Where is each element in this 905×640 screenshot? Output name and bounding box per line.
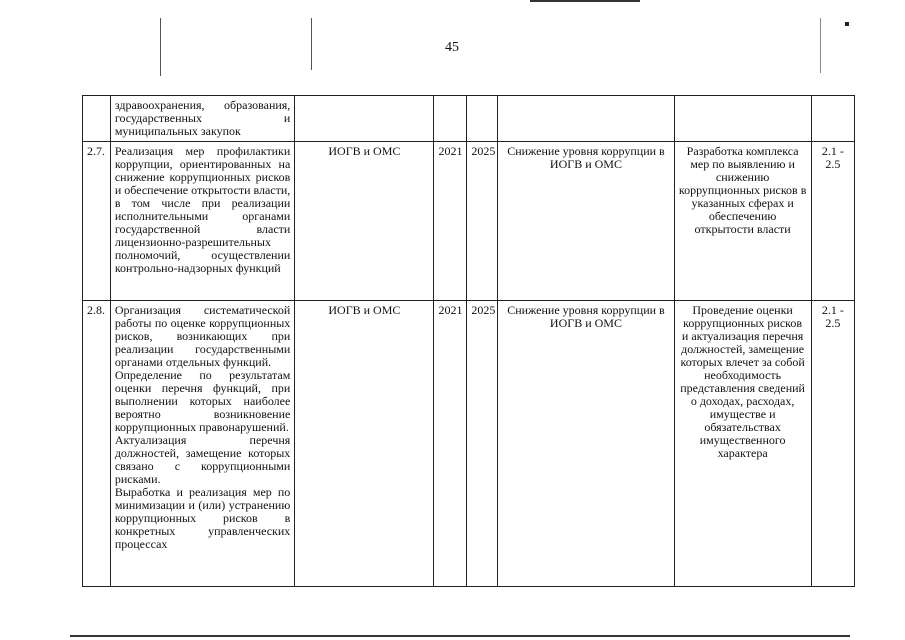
- cell-reference: [811, 96, 854, 142]
- cell-year-start: [434, 96, 467, 142]
- measure-paragraph: Актуализация перечня должностей, замещение которых связано с коррупционными рисками.: [114, 433, 291, 486]
- cell-year-end: 2025: [467, 301, 498, 587]
- scan-artifact-line: [160, 18, 161, 76]
- cell-measure: [110, 142, 294, 301]
- measure-paragraph: Выработка и реализация мер по минимизации и (или) устранению коррупционных рисков в конкретных управленческих процессах: [114, 485, 291, 551]
- cell-result: Снижение уровня коррупции в ИОГВ и ОМС: [498, 301, 674, 587]
- cell-reference: 2.1 - 2.5: [811, 301, 854, 587]
- cell-indicator: [674, 96, 811, 142]
- table-row: [83, 142, 855, 301]
- cell-result: [498, 96, 674, 142]
- scan-artifact-line: [845, 22, 849, 26]
- table-body: [83, 96, 855, 587]
- scan-artifact-line: [820, 18, 821, 73]
- cell-num: [83, 96, 111, 142]
- cell-measure: здравоохранения, образования, государственных и муниципальных закупок: [110, 96, 294, 142]
- table-row-continuation: [83, 96, 855, 142]
- cell-num: 2.8.: [83, 301, 111, 587]
- cell-year-end: [467, 96, 498, 142]
- measure-paragraph: Определение по результатам оценки перечня функций, при выполнении которых наиболее вероятно возникновение коррупционных правонарушений.: [114, 368, 291, 434]
- cell-indicator: Проведение оценки коррупционных рисков и актуализация перечня должностей, замещение которых влечет за собой необходимость представления сведений о доходах, расходах, имуществе и обязательствах имущественного характера: [674, 301, 811, 587]
- cell-year-start: 2021: [434, 301, 467, 587]
- scan-artifact-line: [530, 0, 640, 2]
- scan-artifact-line: [70, 635, 850, 637]
- cell-num: 2.7.: [83, 142, 111, 301]
- page-number: 45: [445, 40, 459, 55]
- cell-executor: [295, 96, 434, 142]
- cell-executor: ИОГВ и ОМС: [295, 301, 434, 587]
- cell-executor: ИОГВ и ОМС: [295, 142, 434, 301]
- table-row: [83, 301, 855, 587]
- cell-reference: 2.1 - 2.5: [811, 142, 854, 301]
- cell-measure: [110, 301, 294, 587]
- cell-year-start: 2021: [434, 142, 467, 301]
- measure-paragraph: Организация систематической работы по оценке коррупционных рисков, возникающих при реализации государственными органами отдельных функций.: [114, 303, 291, 369]
- scan-artifact-line: [311, 18, 312, 70]
- cell-result: Снижение уровня коррупции в ИОГВ и ОМС: [498, 142, 674, 301]
- cell-year-end: 2025: [467, 142, 498, 301]
- cell-indicator: Разработка комплекса мер по выявлению и снижению коррупционных рисков в указанных сферах и обеспечению открытости власти: [674, 142, 811, 301]
- measures-table: [82, 95, 855, 587]
- measure-paragraph: Реализация мер профилактики коррупции, ориентированных на снижение коррупционных рисков и обеспечение открытости власти, в том числе при реализации исполнительными органами государственной власти лицензионно-разрешительных полномочий, осуществлении контрольно-надзорных функций: [114, 144, 291, 275]
